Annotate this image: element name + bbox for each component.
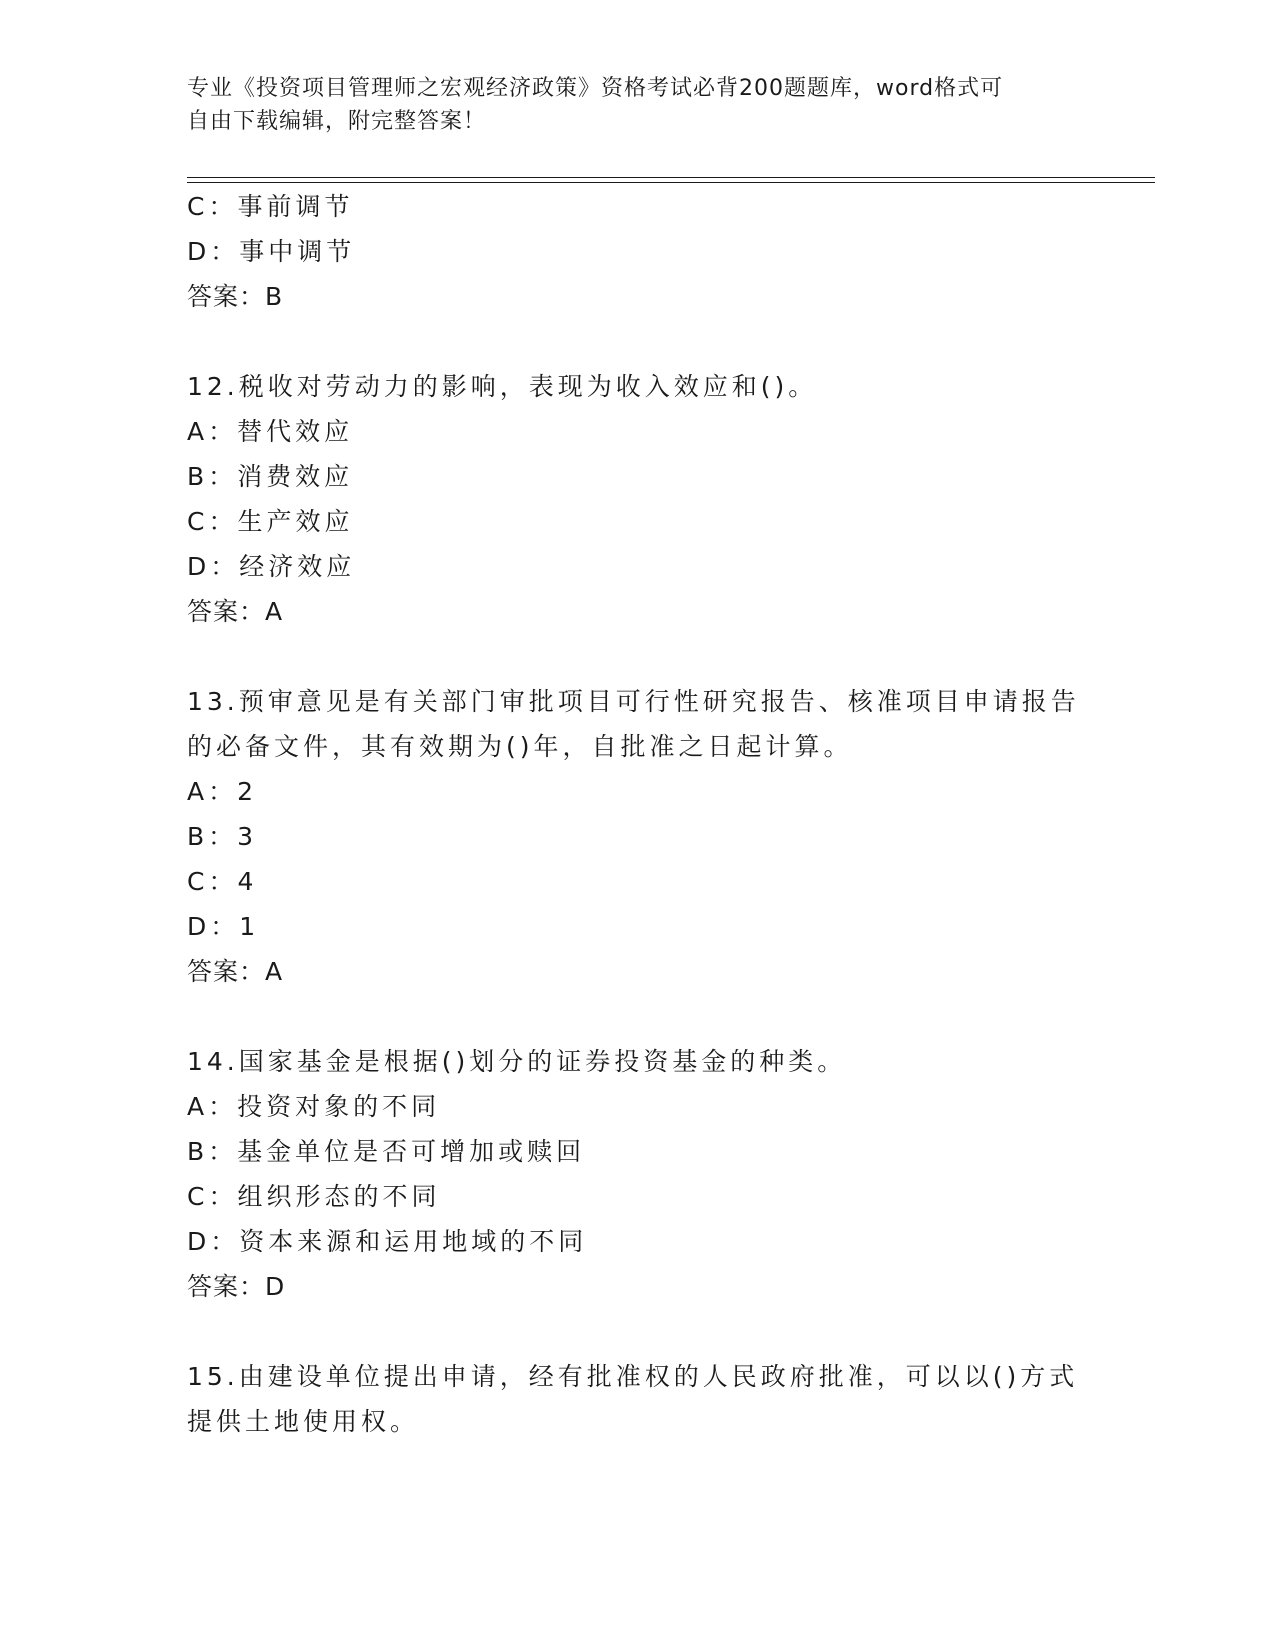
q13-option-d: D：1	[187, 912, 260, 941]
document-header	[187, 72, 1067, 138]
q11-option-d: D：事中调节	[187, 237, 356, 266]
q14-stem: 14.国家基金是根据()划分的证券投资基金的种类。	[187, 1047, 847, 1076]
q12-option-c: C：生产效应	[187, 507, 354, 536]
header-line-2: 自由下载编辑，附完整答案！	[187, 109, 487, 134]
q13-option-b: B：3	[187, 822, 258, 851]
q14-answer: 答案：D	[187, 1272, 286, 1301]
q12-stem: 12.税收对劳动力的影响，表现为收入效应和()。	[187, 372, 818, 401]
header-divider-top	[187, 177, 1155, 178]
q14-option-b: B：基金单位是否可增加或赎回	[187, 1137, 586, 1166]
q11-option-c: C：事前调节	[187, 192, 354, 221]
header-divider-bottom	[187, 182, 1155, 183]
q14-option-a: A：投资对象的不同	[187, 1092, 441, 1121]
q15-stem-line-2: 提供土地使用权。	[187, 1407, 420, 1436]
q14-option-c: C：组织形态的不同	[187, 1182, 441, 1211]
q13-stem-line-2: 的必备文件，其有效期为()年，自批准之日起计算。	[187, 732, 853, 761]
q12-option-b: B：消费效应	[187, 462, 354, 491]
q13-stem-line-1: 13.预审意见是有关部门审批项目可行性研究报告、核准项目申请报告	[187, 687, 1080, 716]
q11-answer: 答案：B	[187, 282, 284, 311]
q14-option-d: D：资本来源和运用地域的不同	[187, 1227, 588, 1256]
q12-answer: 答案：A	[187, 597, 284, 626]
header-line-1: 专业《投资项目管理师之宏观经济政策》资格考试必背200题题库，word格式可	[187, 76, 1004, 101]
q13-option-c: C：4	[187, 867, 258, 896]
q13-option-a: A：2	[187, 777, 258, 806]
q13-answer: 答案：A	[187, 957, 284, 986]
q15-stem-line-1: 15.由建设单位提出申请，经有批准权的人民政府批准，可以以()方式	[187, 1362, 1079, 1391]
q12-option-d: D：经济效应	[187, 552, 356, 581]
q12-option-a: A：替代效应	[187, 417, 354, 446]
